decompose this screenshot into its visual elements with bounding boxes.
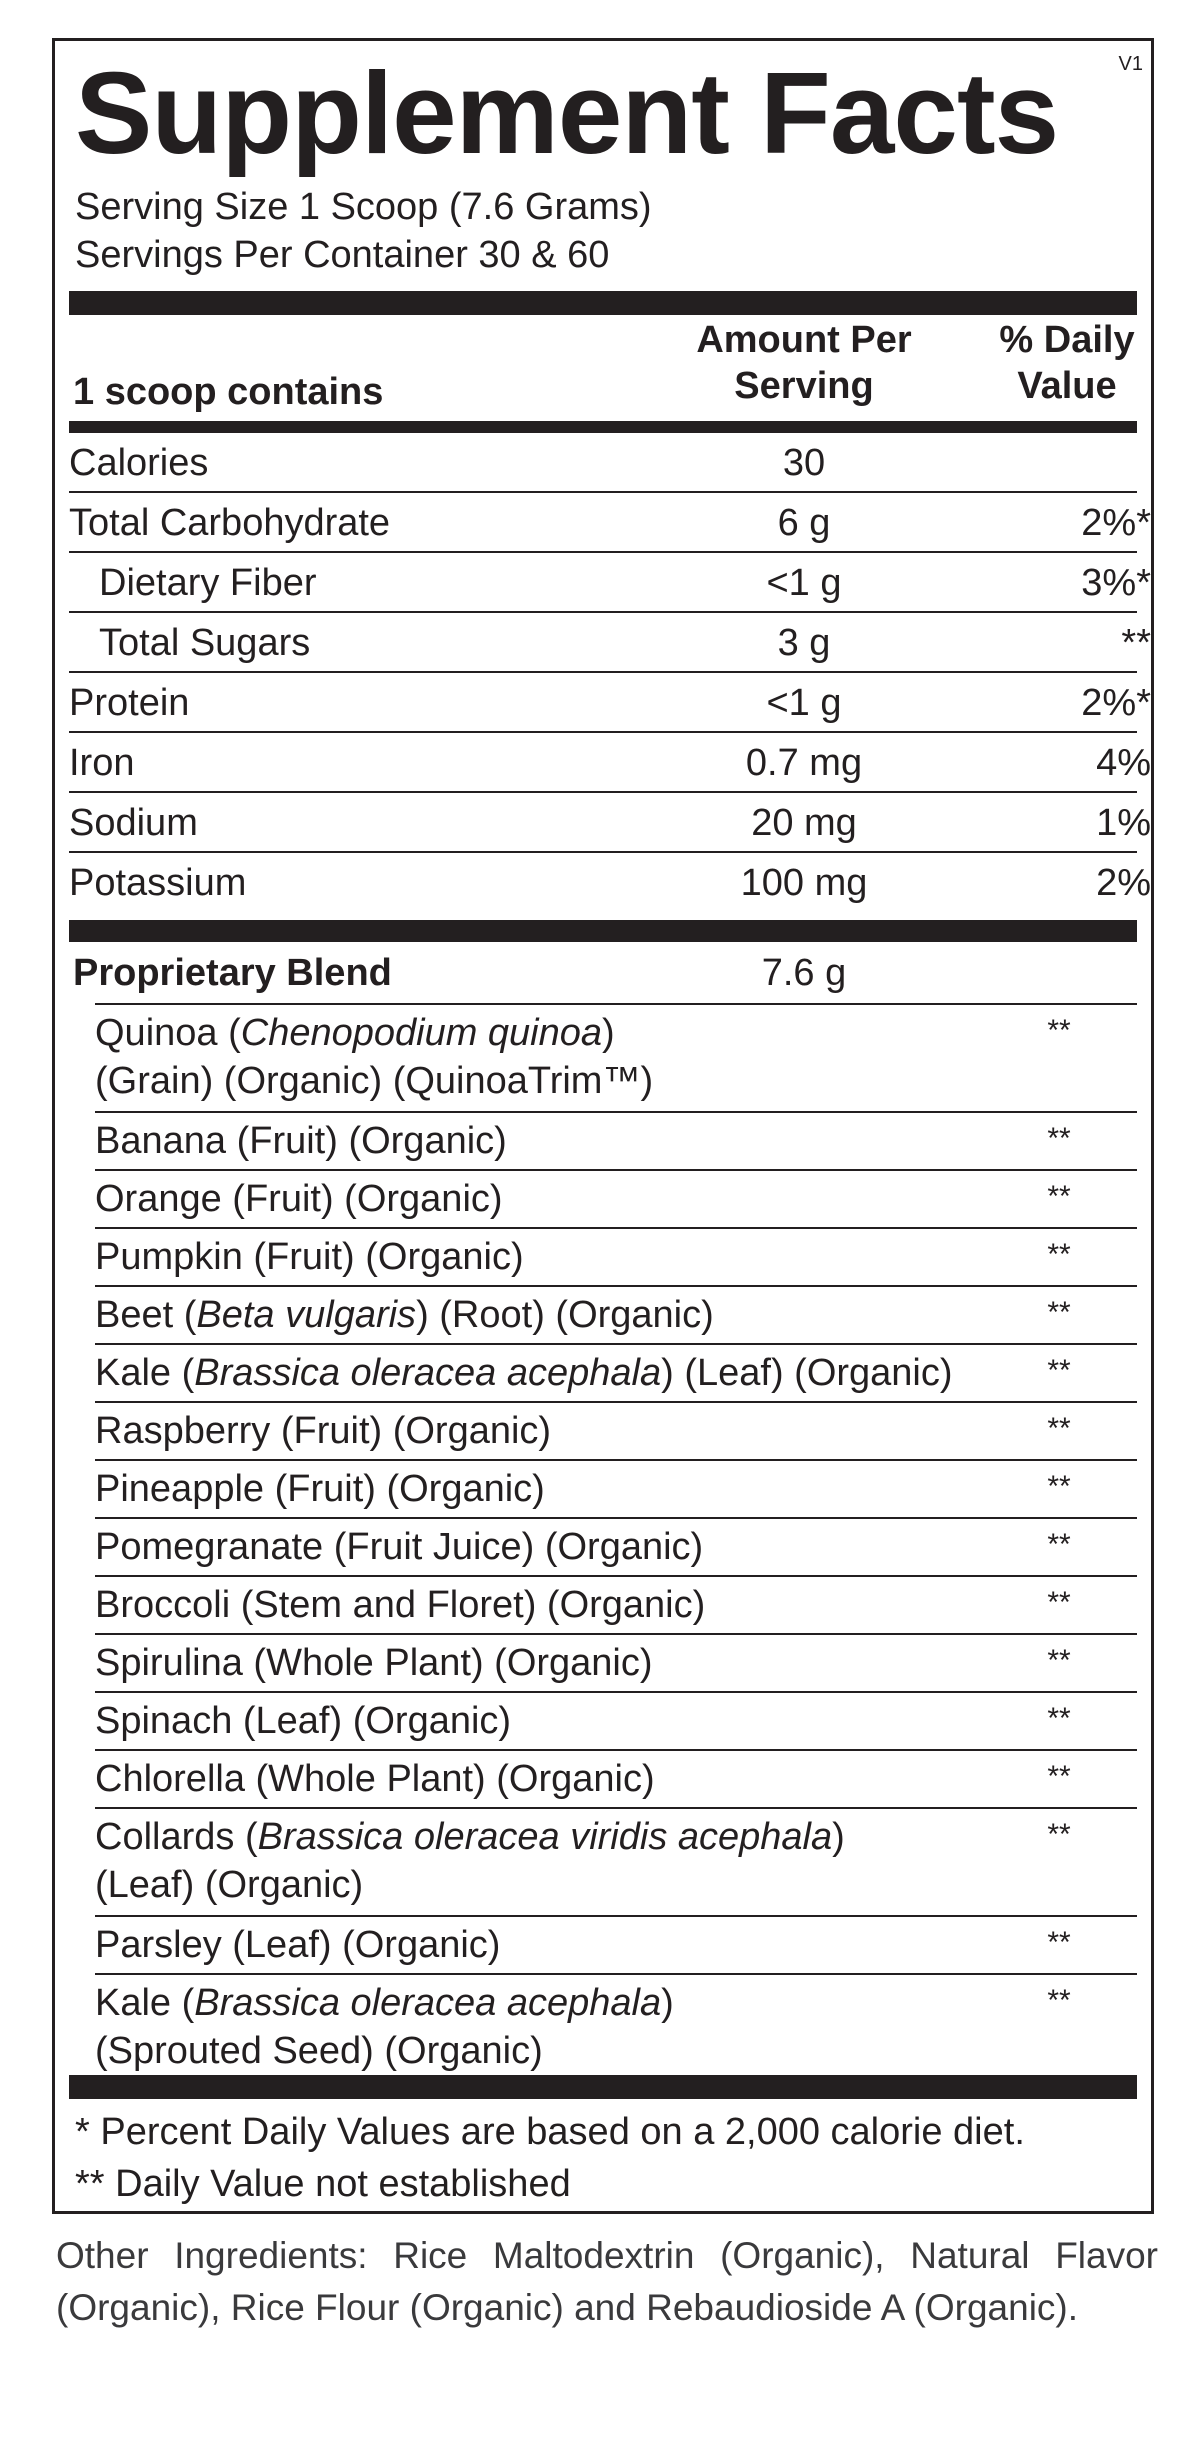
nutrient-divider	[69, 491, 1137, 493]
nutrient-divider	[69, 671, 1137, 673]
ingredient-name-line2: (Leaf) (Organic)	[95, 1864, 364, 1906]
nutrient-name: Calories	[69, 442, 209, 484]
ingredient-botanical-name: Brassica oleracea acephala	[194, 1352, 662, 1394]
nutrient-name: Sodium	[69, 802, 198, 844]
ingredient-daily-value: **	[1047, 1818, 1071, 1851]
ingredient-daily-value: **	[1047, 1014, 1071, 1047]
ingredient-divider	[95, 1111, 1137, 1113]
ingredient-name-text: Parsley (Leaf) (Organic)	[95, 1924, 501, 1966]
ingredient-name	[95, 1009, 615, 1057]
ingredient-name	[95, 1291, 714, 1339]
nutrient-divider	[69, 851, 1137, 853]
nutrient-name: Potassium	[69, 862, 247, 904]
nutrient-amount: <1 g	[766, 682, 842, 724]
ingredient-divider	[95, 1343, 1137, 1345]
nutrient-amount: 100 mg	[740, 862, 868, 904]
nutrient-name: Iron	[69, 742, 135, 784]
ingredient-name-text: Spirulina (Whole Plant) (Organic)	[95, 1642, 653, 1684]
ingredient-divider	[95, 1401, 1137, 1403]
ingredient-daily-value: **	[1047, 1470, 1071, 1503]
nutrient-amount: 0.7 mg	[745, 742, 863, 784]
nutrient-daily-value: 2%*	[1081, 682, 1151, 724]
ingredient-name-text: Broccoli (Stem and Floret) (Organic)	[95, 1584, 706, 1626]
ingredient-name	[95, 1233, 524, 1281]
nutrient-amount: 6 g	[777, 502, 831, 544]
ingredient-daily-value: **	[1047, 1122, 1071, 1155]
servings-per-container: Servings Per Container 30 & 60	[75, 234, 610, 276]
ingredient-daily-value: **	[1047, 1180, 1071, 1213]
ingredient-divider	[95, 1517, 1137, 1519]
nutrient-divider	[69, 731, 1137, 733]
nutrient-daily-value: **	[1121, 622, 1151, 664]
ingredient-name-text: Banana (Fruit) (Organic)	[95, 1120, 507, 1162]
thick-rule-top	[69, 291, 1137, 315]
nutrient-amount: 20 mg	[751, 802, 857, 844]
medium-rule	[69, 421, 1137, 433]
ingredient-name-text: Raspberry (Fruit) (Organic)	[95, 1410, 552, 1452]
blend-name: Proprietary Blend	[73, 952, 392, 994]
ingredient-name	[95, 1921, 500, 1969]
ingredient-divider	[95, 1285, 1137, 1287]
ingredient-name	[95, 1639, 653, 1687]
nutrient-divider	[69, 791, 1137, 793]
blend-amount: 7.6 g	[761, 952, 847, 994]
ingredient-divider	[95, 1633, 1137, 1635]
ingredient-daily-value: **	[1047, 1412, 1071, 1445]
ingredient-divider	[95, 1749, 1137, 1751]
ingredient-name-text: Pomegranate (Fruit Juice) (Organic)	[95, 1526, 704, 1568]
ingredient-name	[95, 1465, 545, 1513]
panel-title: Supplement Facts	[75, 48, 1059, 178]
ingredient-name-text: Kale (	[95, 1352, 195, 1394]
nutrient-divider	[69, 551, 1137, 553]
ingredient-name-line2: (Grain) (Organic) (QuinoaTrim™)	[95, 1060, 654, 1102]
ingredient-botanical-name: Chenopodium quinoa	[240, 1012, 603, 1054]
ingredient-name	[95, 1581, 705, 1629]
nutrient-amount: <1 g	[766, 562, 842, 604]
ingredient-name-text: Beet (	[95, 1294, 197, 1336]
ingredient-name	[95, 1755, 655, 1803]
amount-header-line1: Amount Per	[696, 319, 912, 361]
nutrient-daily-value: 1%	[1096, 802, 1151, 844]
ingredient-daily-value: **	[1047, 1354, 1071, 1387]
ingredient-name	[95, 1697, 511, 1745]
ingredient-divider	[95, 1459, 1137, 1461]
ingredient-daily-value: **	[1047, 1586, 1071, 1619]
thick-rule-blend	[69, 920, 1137, 942]
nutrient-daily-value: 3%*	[1081, 562, 1151, 604]
ingredient-divider	[95, 1973, 1137, 1975]
ingredient-daily-value: **	[1047, 1984, 1071, 2017]
ingredient-daily-value: **	[1047, 1702, 1071, 1735]
ingredient-divider	[95, 1691, 1137, 1693]
ingredient-daily-value: **	[1047, 1760, 1071, 1793]
dv-header-line2: Value	[1017, 365, 1117, 407]
ingredient-name-text: Spinach (Leaf) (Organic)	[95, 1700, 512, 1742]
ingredient-name-text: Quinoa (	[95, 1012, 241, 1054]
ingredient-name	[95, 1117, 507, 1165]
ingredient-name-text: Pumpkin (Fruit) (Organic)	[95, 1236, 524, 1278]
nutrient-name: Dietary Fiber	[99, 562, 317, 604]
ingredient-divider	[95, 1915, 1137, 1917]
ingredient-name	[95, 1813, 845, 1861]
amount-header-line2: Serving	[734, 365, 874, 407]
ingredient-botanical-name: Beta vulgaris	[196, 1294, 417, 1336]
other-ingredients: Other Ingredients: Rice Maltodextrin (Organic), Natural Flavor (Organic), Rice Flour (Organic) and Rebaudioside A (Organic).	[56, 2235, 1158, 2328]
dv-header-line1: % Daily	[999, 319, 1135, 361]
ingredient-divider	[95, 1003, 1137, 1005]
ingredient-daily-value: **	[1047, 1296, 1071, 1329]
ingredient-divider	[95, 1227, 1137, 1229]
contains-label: 1 scoop contains	[73, 371, 384, 413]
ingredient-name	[95, 1407, 551, 1455]
version-code: V1	[1118, 53, 1143, 75]
ingredient-divider	[95, 1169, 1137, 1171]
ingredient-divider	[95, 1575, 1137, 1577]
thick-rule-bottom	[69, 2075, 1137, 2099]
nutrient-name: Total Sugars	[99, 622, 311, 664]
ingredient-name-suffix: )	[832, 1816, 845, 1858]
not-established-footnote: ** Daily Value not established	[75, 2163, 571, 2205]
nutrient-divider	[69, 611, 1137, 613]
daily-value-footnote: * Percent Daily Values are based on a 2,000 calorie diet.	[75, 2111, 1025, 2153]
ingredient-daily-value: **	[1047, 1644, 1071, 1677]
ingredient-name-line2: (Sprouted Seed) (Organic)	[95, 2030, 543, 2072]
ingredient-name	[95, 1979, 674, 2027]
ingredient-name-text: Pineapple (Fruit) (Organic)	[95, 1468, 545, 1510]
nutrient-daily-value: 2%*	[1081, 502, 1151, 544]
ingredient-name-text: Collards (	[95, 1816, 258, 1858]
ingredient-name	[95, 1175, 503, 1223]
ingredient-name-text: Kale (	[95, 1982, 195, 2024]
ingredient-name-suffix: )	[661, 1982, 674, 2024]
ingredient-botanical-name: Brassica oleracea viridis acephala	[257, 1816, 833, 1858]
ingredient-name	[95, 1523, 703, 1571]
supplement-facts-panel	[52, 38, 1154, 2214]
ingredient-name	[95, 1349, 953, 1397]
ingredient-divider	[95, 1807, 1137, 1809]
nutrient-daily-value: 4%	[1096, 742, 1151, 784]
nutrient-name: Total Carbohydrate	[69, 502, 391, 544]
ingredient-daily-value: **	[1047, 1926, 1071, 1959]
ingredient-daily-value: **	[1047, 1528, 1071, 1561]
nutrient-amount: 3 g	[777, 622, 831, 664]
ingredient-daily-value: **	[1047, 1238, 1071, 1271]
ingredient-name-suffix: ) (Leaf) (Organic)	[661, 1352, 953, 1394]
nutrient-name: Protein	[69, 682, 190, 724]
ingredient-name-text: Orange (Fruit) (Organic)	[95, 1178, 503, 1220]
panel-content	[69, 41, 1151, 2211]
ingredient-name-suffix: )	[602, 1012, 615, 1054]
nutrient-daily-value: 2%	[1096, 862, 1151, 904]
ingredient-name-suffix: ) (Root) (Organic)	[416, 1294, 714, 1336]
ingredient-name-text: Chlorella (Whole Plant) (Organic)	[95, 1758, 655, 1800]
ingredient-botanical-name: Brassica oleracea acephala	[194, 1982, 662, 2024]
serving-size: Serving Size 1 Scoop (7.6 Grams)	[75, 186, 652, 228]
nutrient-amount: 30	[782, 442, 826, 484]
